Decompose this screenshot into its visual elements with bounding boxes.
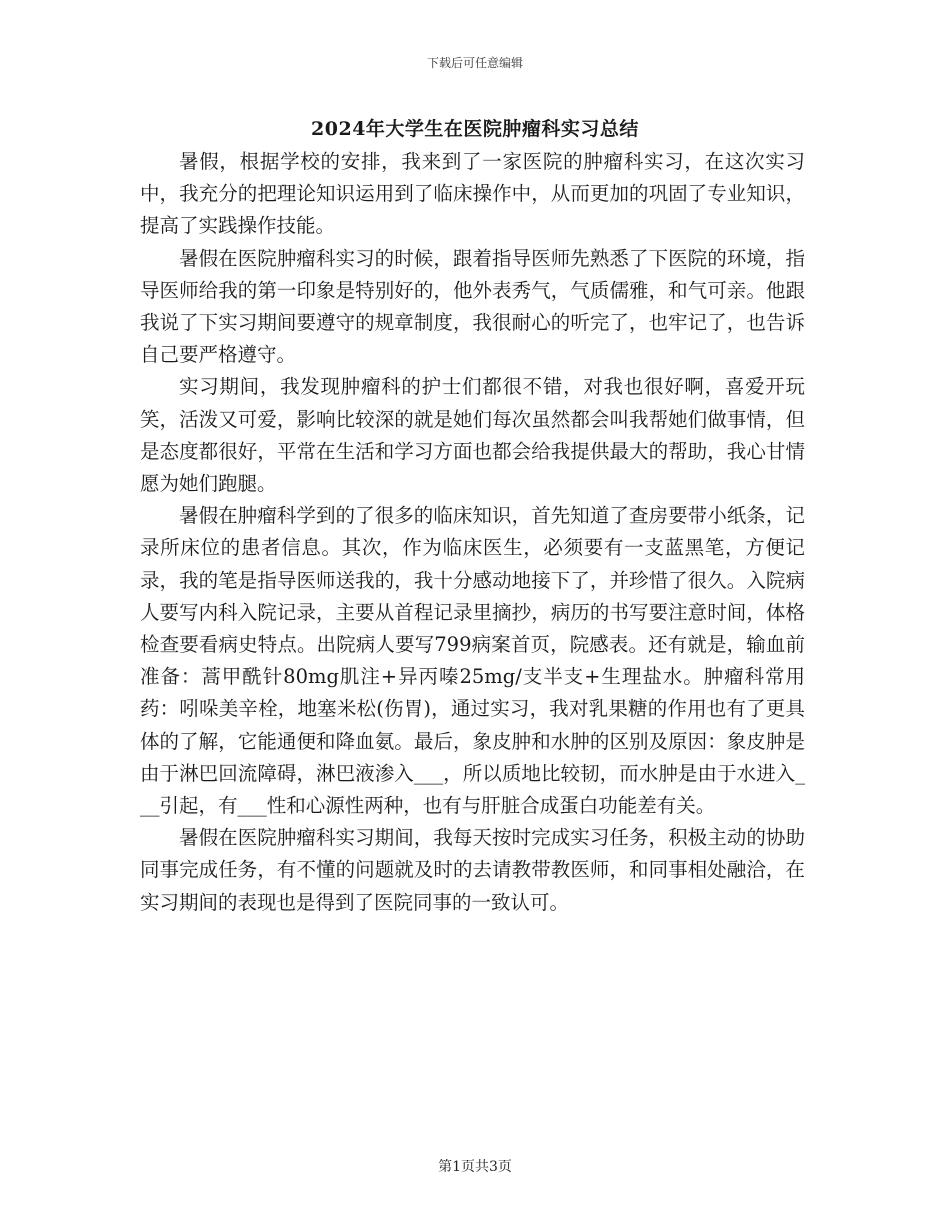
document-body xyxy=(140,146,805,919)
page-number-indicator: 第1页共3页 xyxy=(438,1159,512,1175)
paragraph-5: 暑假在医院肿瘤科实习期间，我每天按时完成实习任务，积极主动的协助同事完成任务，有不懂的问题就及时的去请教带教医师，和同事相处融洽，在实习期间的表现也是得到了医院同事的一致认可。 xyxy=(140,826,805,914)
paragraph-2: 暑假在医院肿瘤科实习的时候，跟着指导医师先熟悉了下医院的环境，指导医师给我的第一印象是特别好的，他外表秀气，气质儒雅，和气可亲。他跟我说了下实习期间要遵守的规章制度，我很耐心的听完了，也牢记了，也告诉自己要严格遵守。 xyxy=(140,246,805,367)
document-title: 2024年大学生在医院肿瘤科实习总结 xyxy=(311,118,639,140)
paragraph-1: 暑假，根据学校的安排，我来到了一家医院的肿瘤科实习，在这次实习中，我充分的把理论知识运用到了临床操作中，从而更加的巩固了专业知识，提高了实践操作技能。 xyxy=(140,150,805,238)
paragraph-4: 暑假在肿瘤科学到的了很多的临床知识，首先知道了查房要带小纸条，记录所床位的患者信息。其次，作为临床医生，必须要有一支蓝黑笔，方便记录，我的笔是指导医师送我的，我十分感动地接下了，并珍惜了很久。入院病人要写内科入院记录，主要从首程记录里摘抄，病历的书写要注意时间，体格检查要看病史特点。出院病人要写799病案首页，院感表。还有就是，输血前准备：蒿甲酰针80mg肌注+异丙嗪25mg/支半支+生理盐水。肿瘤科常用药：吲哚美辛栓，地塞米松(伤胃)，通过实习，我对乳果糖的作用也有了更具体的了解，它能通便和降血氨。最后，象皮肿和水肿的区别及原因：象皮肿是由于淋巴回流障碍，淋巴液渗入___，所以质地比较韧，而水肿是由于水进入___引起，有___性和心源性两种，也有与肝脏合成蛋白功能差有关。 xyxy=(140,504,805,818)
page-header-note: 下载后可任意编辑 xyxy=(426,56,523,70)
paragraph-3: 实习期间，我发现肿瘤科的护士们都很不错，对我也很好啊，喜爱开玩笑，活泼又可爱，影响比较深的就是她们每次虽然都会叫我帮她们做事情，但是态度都很好，平常在生活和学习方面也都会给我提供最大的帮助，我心甘情愿为她们跑腿。 xyxy=(140,375,805,496)
